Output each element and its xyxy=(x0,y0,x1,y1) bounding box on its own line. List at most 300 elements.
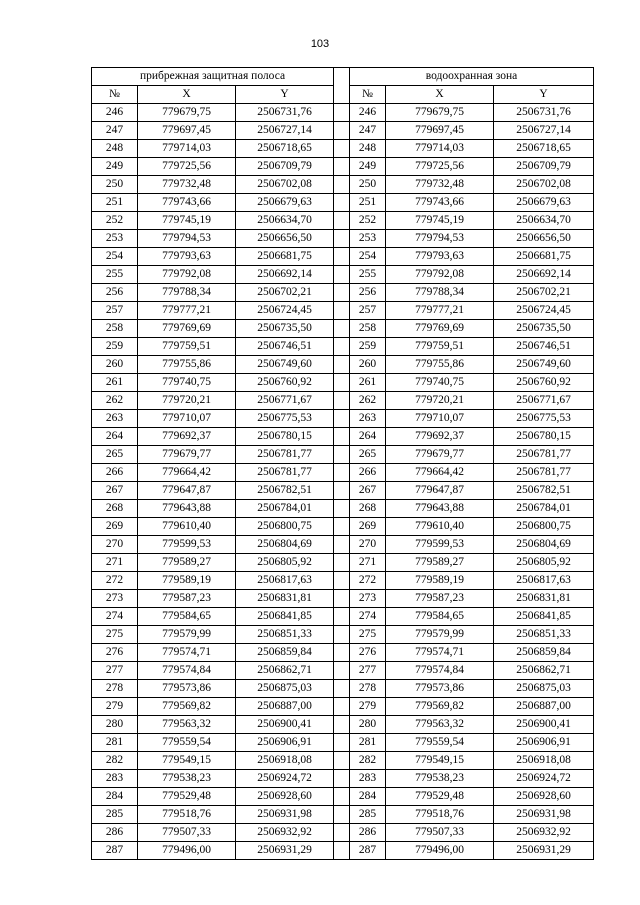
right-point-number: 248 xyxy=(350,140,386,158)
right-x-value: 779732,48 xyxy=(386,176,494,194)
right-x-value: 779610,40 xyxy=(386,518,494,536)
left-point-number: 282 xyxy=(92,752,138,770)
right-point-number: 268 xyxy=(350,500,386,518)
right-point-number: 284 xyxy=(350,788,386,806)
right-point-number: 285 xyxy=(350,806,386,824)
table-row xyxy=(92,212,594,230)
table-row xyxy=(92,464,594,482)
left-y-value: 2506805,92 xyxy=(236,554,334,572)
left-point-number: 266 xyxy=(92,464,138,482)
right-x-value: 779755,86 xyxy=(386,356,494,374)
left-point-number: 265 xyxy=(92,446,138,464)
table-row xyxy=(92,626,594,644)
left-x-value: 779549,15 xyxy=(138,752,236,770)
left-y-value: 2506634,70 xyxy=(236,212,334,230)
left-point-number: 280 xyxy=(92,716,138,734)
left-x-value: 779792,08 xyxy=(138,266,236,284)
left-y-value: 2506924,72 xyxy=(236,770,334,788)
left-y-value: 2506681,75 xyxy=(236,248,334,266)
left-y-value: 2506709,79 xyxy=(236,158,334,176)
left-y-value: 2506727,14 xyxy=(236,122,334,140)
left-point-number: 254 xyxy=(92,248,138,266)
right-point-number: 270 xyxy=(350,536,386,554)
right-point-number: 274 xyxy=(350,608,386,626)
right-point-number: 286 xyxy=(350,824,386,842)
right-point-number: 272 xyxy=(350,572,386,590)
table-row xyxy=(92,104,594,122)
right-point-number: 262 xyxy=(350,392,386,410)
right-x-value: 779745,19 xyxy=(386,212,494,230)
table-row xyxy=(92,230,594,248)
right-x-value: 779710,07 xyxy=(386,410,494,428)
right-x-value: 779720,21 xyxy=(386,392,494,410)
right-y-value: 2506692,14 xyxy=(494,266,594,284)
table-gap xyxy=(334,734,350,752)
left-point-number: 264 xyxy=(92,428,138,446)
right-y-value: 2506782,51 xyxy=(494,482,594,500)
right-point-number: 253 xyxy=(350,230,386,248)
left-point-number: 249 xyxy=(92,158,138,176)
left-x-value: 779755,86 xyxy=(138,356,236,374)
table-gap xyxy=(334,842,350,860)
right-y-value: 2506727,14 xyxy=(494,122,594,140)
left-x-value: 779793,63 xyxy=(138,248,236,266)
left-y-value: 2506906,91 xyxy=(236,734,334,752)
table-gap xyxy=(334,626,350,644)
table-row xyxy=(92,536,594,554)
table-gap xyxy=(334,428,350,446)
table-gap xyxy=(334,716,350,734)
right-x-value: 779664,42 xyxy=(386,464,494,482)
left-point-number: 277 xyxy=(92,662,138,680)
left-x-value: 779794,53 xyxy=(138,230,236,248)
right-x-value: 779579,99 xyxy=(386,626,494,644)
right-point-number: 277 xyxy=(350,662,386,680)
right-y-value: 2506679,63 xyxy=(494,194,594,212)
right-x-value: 779569,82 xyxy=(386,698,494,716)
right-y-value: 2506781,77 xyxy=(494,464,594,482)
coastal-strip-title: прибрежная защитная полоса xyxy=(92,68,334,86)
right-x-value: 779743,66 xyxy=(386,194,494,212)
table-gap xyxy=(334,176,350,194)
table-row xyxy=(92,284,594,302)
table-gap xyxy=(334,536,350,554)
left-x-value: 779643,88 xyxy=(138,500,236,518)
page-number: 103 xyxy=(310,38,330,50)
table-row xyxy=(92,356,594,374)
left-point-number: 248 xyxy=(92,140,138,158)
right-point-number: 259 xyxy=(350,338,386,356)
right-point-number: 251 xyxy=(350,194,386,212)
right-point-number: 269 xyxy=(350,518,386,536)
table-row xyxy=(92,842,594,860)
right-x-value: 779759,51 xyxy=(386,338,494,356)
table-gap xyxy=(334,680,350,698)
left-point-number: 274 xyxy=(92,608,138,626)
right-point-number: 261 xyxy=(350,374,386,392)
right-point-number: 252 xyxy=(350,212,386,230)
right-x-value: 779740,75 xyxy=(386,374,494,392)
right-point-number: 250 xyxy=(350,176,386,194)
right-y-value: 2506656,50 xyxy=(494,230,594,248)
right-y-value: 2506780,15 xyxy=(494,428,594,446)
coordinates-table xyxy=(91,67,594,860)
left-point-number: 260 xyxy=(92,356,138,374)
left-y-value: 2506784,01 xyxy=(236,500,334,518)
right-y-value: 2506784,01 xyxy=(494,500,594,518)
table-row xyxy=(92,590,594,608)
left-y-value: 2506782,51 xyxy=(236,482,334,500)
right-point-number: 265 xyxy=(350,446,386,464)
right-y-value: 2506862,71 xyxy=(494,662,594,680)
left-x-value: 779579,99 xyxy=(138,626,236,644)
right-y-value: 2506775,53 xyxy=(494,410,594,428)
left-point-number: 257 xyxy=(92,302,138,320)
right-point-number: 266 xyxy=(350,464,386,482)
right-y-value: 2506771,67 xyxy=(494,392,594,410)
table-gap xyxy=(334,590,350,608)
table-gap xyxy=(334,518,350,536)
left-point-number: 273 xyxy=(92,590,138,608)
left-point-number: 272 xyxy=(92,572,138,590)
right-point-number: 280 xyxy=(350,716,386,734)
left-x-value: 779518,76 xyxy=(138,806,236,824)
right-point-number: 278 xyxy=(350,680,386,698)
left-x-value: 779788,34 xyxy=(138,284,236,302)
table-row xyxy=(92,788,594,806)
table-gap xyxy=(334,410,350,428)
right-x-value: 779563,32 xyxy=(386,716,494,734)
right-y-value: 2506634,70 xyxy=(494,212,594,230)
right-point-number: 247 xyxy=(350,122,386,140)
right-x-value: 779777,21 xyxy=(386,302,494,320)
table-gap xyxy=(334,752,350,770)
right-y-value: 2506924,72 xyxy=(494,770,594,788)
left-point-number: 256 xyxy=(92,284,138,302)
right-x-value: 779679,77 xyxy=(386,446,494,464)
right-point-number: 275 xyxy=(350,626,386,644)
table-row xyxy=(92,374,594,392)
table-row xyxy=(92,194,594,212)
table-gap xyxy=(334,662,350,680)
table-row xyxy=(92,644,594,662)
right-y-value: 2506702,08 xyxy=(494,176,594,194)
left-x-value: 779563,32 xyxy=(138,716,236,734)
table-row xyxy=(92,698,594,716)
left-y-value: 2506718,65 xyxy=(236,140,334,158)
table-row xyxy=(92,662,594,680)
left-point-number: 275 xyxy=(92,626,138,644)
left-point-number: 246 xyxy=(92,104,138,122)
table-gap xyxy=(334,392,350,410)
left-x-value: 779569,82 xyxy=(138,698,236,716)
left-point-number: 255 xyxy=(92,266,138,284)
left-x-value: 779720,21 xyxy=(138,392,236,410)
left-y-value: 2506702,08 xyxy=(236,176,334,194)
right-x-value: 779584,65 xyxy=(386,608,494,626)
right-x-value: 779589,19 xyxy=(386,572,494,590)
table-gap xyxy=(334,374,350,392)
left-y-value: 2506887,00 xyxy=(236,698,334,716)
table-gap xyxy=(334,68,350,104)
left-y-value: 2506679,63 xyxy=(236,194,334,212)
table-row xyxy=(92,482,594,500)
left-x-value: 779679,75 xyxy=(138,104,236,122)
right-y-value: 2506735,50 xyxy=(494,320,594,338)
left-point-number: 279 xyxy=(92,698,138,716)
table-gap xyxy=(334,140,350,158)
right-y-value: 2506918,08 xyxy=(494,752,594,770)
table-row xyxy=(92,752,594,770)
right-point-number: 276 xyxy=(350,644,386,662)
table-row xyxy=(92,392,594,410)
left-x-value: 779743,66 xyxy=(138,194,236,212)
right-y-header: Y xyxy=(494,86,594,104)
left-x-value: 779759,51 xyxy=(138,338,236,356)
right-x-value: 779793,63 xyxy=(386,248,494,266)
table-row xyxy=(92,158,594,176)
right-y-value: 2506851,33 xyxy=(494,626,594,644)
right-x-value: 779647,87 xyxy=(386,482,494,500)
right-point-number: 256 xyxy=(350,284,386,302)
table-row xyxy=(92,608,594,626)
table-row xyxy=(92,806,594,824)
left-point-number: 285 xyxy=(92,806,138,824)
right-x-value: 779496,00 xyxy=(386,842,494,860)
left-x-value: 779745,19 xyxy=(138,212,236,230)
table-gap xyxy=(334,104,350,122)
right-point-number: 260 xyxy=(350,356,386,374)
left-x-value: 779692,37 xyxy=(138,428,236,446)
right-point-number: 257 xyxy=(350,302,386,320)
table-gap xyxy=(334,770,350,788)
left-y-value: 2506841,85 xyxy=(236,608,334,626)
left-x-value: 779710,07 xyxy=(138,410,236,428)
left-point-number: 251 xyxy=(92,194,138,212)
table-row xyxy=(92,176,594,194)
left-point-number: 287 xyxy=(92,842,138,860)
right-x-value: 779725,56 xyxy=(386,158,494,176)
left-x-value: 779679,77 xyxy=(138,446,236,464)
left-y-value: 2506735,50 xyxy=(236,320,334,338)
left-point-number: 269 xyxy=(92,518,138,536)
table-row xyxy=(92,428,594,446)
table-row xyxy=(92,716,594,734)
left-x-value: 779647,87 xyxy=(138,482,236,500)
right-x-value: 779559,54 xyxy=(386,734,494,752)
right-y-value: 2506931,98 xyxy=(494,806,594,824)
right-point-number: 254 xyxy=(350,248,386,266)
table-row xyxy=(92,266,594,284)
right-y-value: 2506932,92 xyxy=(494,824,594,842)
left-x-value: 779529,48 xyxy=(138,788,236,806)
right-y-value: 2506928,60 xyxy=(494,788,594,806)
right-x-value: 779714,03 xyxy=(386,140,494,158)
table-gap xyxy=(334,446,350,464)
right-x-value: 779792,08 xyxy=(386,266,494,284)
right-point-number: 271 xyxy=(350,554,386,572)
table-gap xyxy=(334,248,350,266)
table-gap xyxy=(334,338,350,356)
table-row xyxy=(92,248,594,266)
right-y-value: 2506931,29 xyxy=(494,842,594,860)
right-y-value: 2506746,51 xyxy=(494,338,594,356)
right-x-header: X xyxy=(386,86,494,104)
left-point-number: 284 xyxy=(92,788,138,806)
table-gap xyxy=(334,356,350,374)
left-y-value: 2506656,50 xyxy=(236,230,334,248)
right-point-number: 283 xyxy=(350,770,386,788)
right-point-number: 287 xyxy=(350,842,386,860)
right-x-value: 779769,69 xyxy=(386,320,494,338)
left-x-header: X xyxy=(138,86,236,104)
left-x-value: 779538,23 xyxy=(138,770,236,788)
right-point-number: 263 xyxy=(350,410,386,428)
left-x-value: 779573,86 xyxy=(138,680,236,698)
right-x-value: 779697,45 xyxy=(386,122,494,140)
table-gap xyxy=(334,122,350,140)
right-y-value: 2506859,84 xyxy=(494,644,594,662)
table-gap xyxy=(334,644,350,662)
left-point-number: 283 xyxy=(92,770,138,788)
right-y-value: 2506731,76 xyxy=(494,104,594,122)
right-x-value: 779794,53 xyxy=(386,230,494,248)
right-y-value: 2506805,92 xyxy=(494,554,594,572)
right-y-value: 2506817,63 xyxy=(494,572,594,590)
right-point-number: 282 xyxy=(350,752,386,770)
table-row xyxy=(92,338,594,356)
right-y-value: 2506709,79 xyxy=(494,158,594,176)
right-y-value: 2506800,75 xyxy=(494,518,594,536)
left-y-value: 2506746,51 xyxy=(236,338,334,356)
table-row xyxy=(92,734,594,752)
right-point-number: 255 xyxy=(350,266,386,284)
left-point-number: 250 xyxy=(92,176,138,194)
left-x-value: 779740,75 xyxy=(138,374,236,392)
right-point-number: 264 xyxy=(350,428,386,446)
table-gap xyxy=(334,824,350,842)
table-gap xyxy=(334,158,350,176)
right-x-value: 779518,76 xyxy=(386,806,494,824)
right-point-number: 267 xyxy=(350,482,386,500)
left-point-number: 258 xyxy=(92,320,138,338)
right-x-value: 779574,71 xyxy=(386,644,494,662)
left-number-header: № xyxy=(92,86,138,104)
left-y-value: 2506928,60 xyxy=(236,788,334,806)
table-gap xyxy=(334,698,350,716)
left-y-value: 2506771,67 xyxy=(236,392,334,410)
left-y-value: 2506932,92 xyxy=(236,824,334,842)
right-y-value: 2506718,65 xyxy=(494,140,594,158)
table-row xyxy=(92,770,594,788)
left-point-number: 247 xyxy=(92,122,138,140)
left-x-value: 779725,56 xyxy=(138,158,236,176)
left-x-value: 779664,42 xyxy=(138,464,236,482)
left-y-value: 2506781,77 xyxy=(236,464,334,482)
left-y-value: 2506781,77 xyxy=(236,446,334,464)
left-x-value: 779507,33 xyxy=(138,824,236,842)
right-point-number: 281 xyxy=(350,734,386,752)
right-number-header: № xyxy=(350,86,386,104)
right-x-value: 779643,88 xyxy=(386,500,494,518)
right-x-value: 779692,37 xyxy=(386,428,494,446)
left-y-value: 2506749,60 xyxy=(236,356,334,374)
right-y-value: 2506702,21 xyxy=(494,284,594,302)
table-gap xyxy=(334,284,350,302)
table-row xyxy=(92,320,594,338)
left-y-value: 2506900,41 xyxy=(236,716,334,734)
left-y-value: 2506731,76 xyxy=(236,104,334,122)
right-x-value: 779507,33 xyxy=(386,824,494,842)
table-row xyxy=(92,518,594,536)
left-y-value: 2506760,92 xyxy=(236,374,334,392)
right-x-value: 779587,23 xyxy=(386,590,494,608)
left-y-value: 2506804,69 xyxy=(236,536,334,554)
right-x-value: 779538,23 xyxy=(386,770,494,788)
table-gap xyxy=(334,230,350,248)
right-point-number: 258 xyxy=(350,320,386,338)
left-x-value: 779769,69 xyxy=(138,320,236,338)
right-y-value: 2506724,45 xyxy=(494,302,594,320)
left-x-value: 779610,40 xyxy=(138,518,236,536)
table-row xyxy=(92,302,594,320)
left-x-value: 779732,48 xyxy=(138,176,236,194)
right-x-value: 779589,27 xyxy=(386,554,494,572)
table-gap xyxy=(334,212,350,230)
right-y-value: 2506887,00 xyxy=(494,698,594,716)
left-point-number: 268 xyxy=(92,500,138,518)
left-x-value: 779589,27 xyxy=(138,554,236,572)
table-gap xyxy=(334,320,350,338)
left-point-number: 286 xyxy=(92,824,138,842)
table-row xyxy=(92,500,594,518)
table-row xyxy=(92,824,594,842)
right-y-value: 2506875,03 xyxy=(494,680,594,698)
table-gap xyxy=(334,302,350,320)
table-gap xyxy=(334,500,350,518)
left-x-value: 779587,23 xyxy=(138,590,236,608)
left-y-value: 2506931,29 xyxy=(236,842,334,860)
left-point-number: 263 xyxy=(92,410,138,428)
table-row xyxy=(92,680,594,698)
left-x-value: 779584,65 xyxy=(138,608,236,626)
right-x-value: 779549,15 xyxy=(386,752,494,770)
right-y-value: 2506906,91 xyxy=(494,734,594,752)
right-point-number: 279 xyxy=(350,698,386,716)
table-row xyxy=(92,572,594,590)
left-x-value: 779714,03 xyxy=(138,140,236,158)
table-gap xyxy=(334,194,350,212)
left-y-value: 2506775,53 xyxy=(236,410,334,428)
table-row xyxy=(92,140,594,158)
table-row xyxy=(92,122,594,140)
table-gap xyxy=(334,464,350,482)
left-x-value: 779559,54 xyxy=(138,734,236,752)
table-gap xyxy=(334,788,350,806)
left-y-value: 2506724,45 xyxy=(236,302,334,320)
right-x-value: 779529,48 xyxy=(386,788,494,806)
left-y-value: 2506702,21 xyxy=(236,284,334,302)
table-row xyxy=(92,554,594,572)
left-y-value: 2506800,75 xyxy=(236,518,334,536)
left-point-number: 253 xyxy=(92,230,138,248)
left-y-value: 2506831,81 xyxy=(236,590,334,608)
right-y-value: 2506681,75 xyxy=(494,248,594,266)
table-gap xyxy=(334,572,350,590)
left-x-value: 779599,53 xyxy=(138,536,236,554)
table-gap xyxy=(334,266,350,284)
left-x-value: 779589,19 xyxy=(138,572,236,590)
